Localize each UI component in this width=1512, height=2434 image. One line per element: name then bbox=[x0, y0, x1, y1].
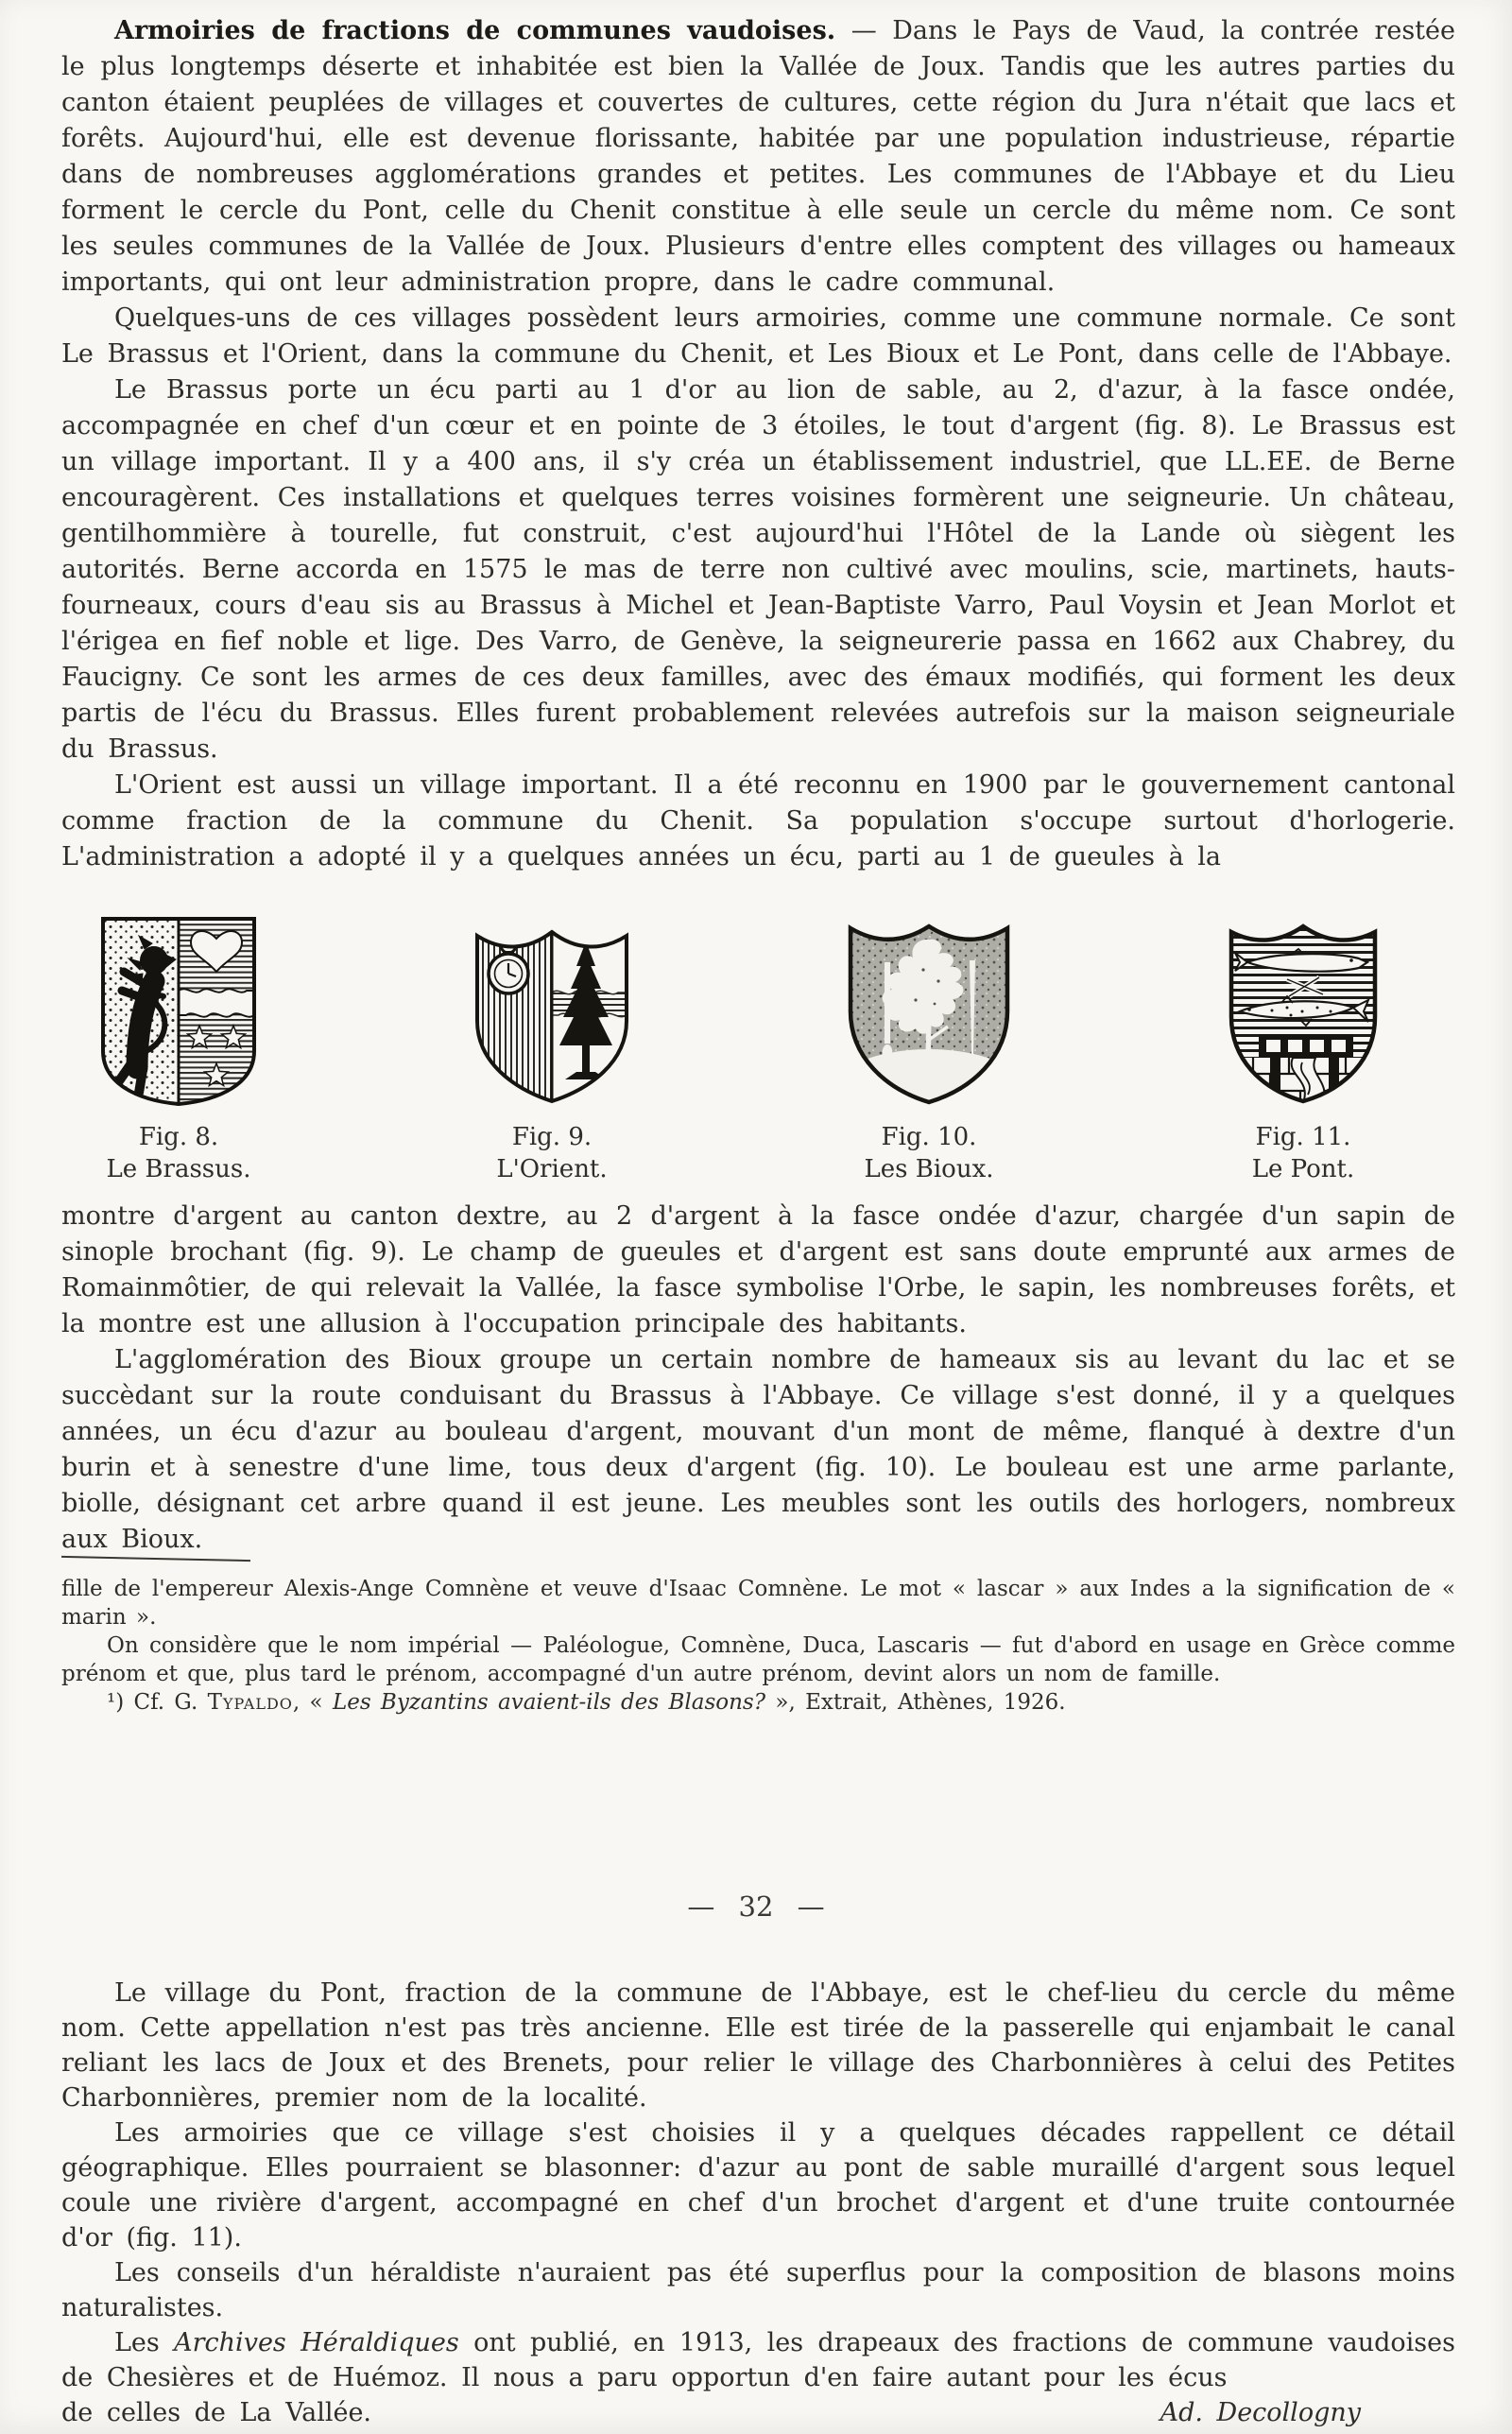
paragraph-orient: L'Orient est aussi un village important. Il a été reconnu en 1900 par le gouvernement cantonal comme fraction de la commune du Chenit. Sa population s'occupe surtout d'horlogerie. L'administration a adopté il y a quelques années un écu, parti au 1 de gueules à la bbox=[61, 770, 1455, 872]
author-signature: Ad. Decollogny bbox=[1160, 2398, 1361, 2427]
figure-caption-orient bbox=[496, 1121, 607, 1185]
footnote-author: Typaldo bbox=[207, 1690, 293, 1715]
footnote-citation-marker: ¹) Cf. G. bbox=[107, 1690, 208, 1715]
footnote-continuation: fille de l'empereur Alexis-Ange Comnène et veuve d'Isaac Comnène. Le mot « lascar » aux Indes a la signification de « marin ». bbox=[61, 1577, 1455, 1630]
figure-name: Le Pont. bbox=[1251, 1155, 1355, 1183]
paragraph-pont: Le village du Pont, fraction de la commune de l'Abbaye, est le chef-lieu du cercle du même nom. Cette appellation n'est pas très ancienne. Elle est tirée de la passerelle qui enjambait le canal reliant les lacs de Joux et des Brenets, pour relier le village des Charbonnières à celui des Petites Charbonnières, premier nom de la localité. bbox=[61, 1978, 1455, 2113]
archives-pre: Les bbox=[114, 2328, 175, 2357]
closing-line: de celles de La Vallée. bbox=[61, 2398, 372, 2427]
figure-name: Les Bioux. bbox=[864, 1155, 994, 1183]
paragraph-armoiries: Les armoiries que ce village s'est choisies il y a quelques décades rappellent ce détail géographique. Elles pourraient se blasonner: d'azur au pont de sable muraillé d'argent sous lequel coule une rivière d'argent, accompagné en chef d'un brochet d'argent et d'une truite contournée d'or (fig. 11). bbox=[61, 2118, 1455, 2253]
footnote-work-title: Les Byzantins avaient-ils des Blasons? bbox=[332, 1690, 776, 1715]
main-text-column bbox=[61, 13, 1455, 875]
paragraph-intro bbox=[61, 13, 1455, 301]
page-number: — 32 — bbox=[687, 1890, 825, 1923]
figure-caption-brassus bbox=[107, 1121, 251, 1185]
figures-row bbox=[61, 913, 1455, 1185]
footnote-citation-end: », Extrait, Athènes, 1926. bbox=[775, 1690, 1066, 1715]
figure-bioux bbox=[844, 913, 1014, 1185]
archives-journal-title: Archives Héraldiques bbox=[174, 2328, 459, 2357]
lower-text-column bbox=[61, 1976, 1455, 2430]
figure-caption-bioux bbox=[864, 1121, 993, 1185]
bioux-coat-of-arms-image bbox=[844, 913, 1014, 1108]
paragraph-archives bbox=[61, 2325, 1455, 2395]
paragraph-montre: montre d'argent au canton dextre, au 2 d'argent à la fasce ondée d'azur, chargée d'un sapin de sinople brochant (fig. 9). Le champ de gueules et d'argent est sans doute emprunté aux armes de Romainmôtier, de qui relevait la Vallée, la fasce symbolise l'Orbe, le sapin, les nombreuses forêts, et la montre est une allusion à l'occupation principale des habitants. bbox=[61, 1201, 1455, 1338]
brassus-coat-of-arms-image bbox=[97, 913, 260, 1108]
figure-label: Fig. 9. bbox=[511, 1123, 593, 1151]
paragraph-bioux: L'agglomération des Bioux groupe un certain nombre de hameaux sis au levant du lac et se succèdant sur la route conduisant du Brassus à l'Abbaye. Ce village s'est donné, il y a quelques années, un écu d'azur au bouleau d'argent, mouvant d'un mont de même, flanqué à dextre d'un burin et à senestre d'une lime, tous deux d'argent (fig. 10). Le bouleau est une arme parlante, biolle, désignant cet arbre quand il est jeune. Les meubles sont les outils des horlogers, nombreux aux Bioux. bbox=[61, 1345, 1455, 1554]
footnote-citation bbox=[61, 1688, 1455, 1717]
paragraph-conseils: Les conseils d'un héraldiste n'auraient pas été superflus pour la composition de blasons moins naturalistes. bbox=[61, 2258, 1455, 2322]
figure-label: Fig. 11. bbox=[1255, 1123, 1351, 1151]
figure-orient bbox=[471, 913, 633, 1185]
archives-post: ont publié, en 1913, les drapeaux des fractions de commune vaudoises de Chesières et de Huémoz. Il nous a paru opportun d'en faire autant pour les écus bbox=[61, 2328, 1455, 2392]
pont-coat-of-arms-image bbox=[1225, 913, 1382, 1108]
figure-pont bbox=[1225, 913, 1382, 1185]
orient-coat-of-arms-image bbox=[471, 913, 633, 1108]
paragraph-intro-text: — Dans le Pays de Vaud, la contrée restée le plus longtemps déserte et inhabitée est bien la Vallée de Joux. Tandis que les autres parties du canton étaient peuplées de villages et couvertes de cultures, cette région du Jura n'était que lacs et forêts. Aujourd'hui, elle est devenue florissante, habitée par une population industrieuse, répartie dans de nombreuses agglomérations grandes et petites. Les communes de l'Abbaye et du Lieu forment le cercle du Pont, celle du Chenit constitue à elle seule un cercle du même nom. Ce sont les seules communes de la Vallée de Joux. Plusieurs d'entre elles comptent des villages ou hameaux importants, qui ont leur administration propre, dans le cadre communal. bbox=[61, 16, 1455, 297]
footnote-citation-mid: , « bbox=[292, 1690, 333, 1715]
paragraph-brassus: Le Brassus porte un écu parti au 1 d'or au lion de sable, au 2, d'azur, à la fasce ondée, accompagnée en chef d'un cœur et en pointe de 3 étoiles, le tout d'argent (fig. 8). Le Brassus est un village important. Il y a 400 ans, il s'y créa un établissement industriel, que LL.EE. de Berne encouragèrent. Ces installations et quelques terres voisines formèrent une seigneurie. Un château, gentilhommière à tourelle, fut construit, c'est aujourd'hui l'Hôtel de la Lande où siègent les autorités. Berne accorda en 1575 le mas de terre non cultivé avec moulins, scie, martinets, hauts-fourneaux, cours d'eau sis au Brassus à Michel et Jean-Baptiste Varro, Paul Voysin et Jean Morlot et l'érigea en fief noble et lige. Des Varro, de Genève, la seigneurerie passa en 1662 aux Chabrey, du Faucigny. Ce sont les armes de ces deux familles, avec des émaux modifiés, qui forment les deux partis de l'écu du Brassus. Elles furent probablement relevées autrefois sur la maison seigneuriale du Brassus. bbox=[61, 375, 1455, 764]
footnote-imperial-name: On considère que le nom impérial — Paléologue, Comnène, Duca, Lascaris — fut d'abord en usage en Grèce comme prénom et que, plus tard le prénom, accompagné d'un autre prénom, devint alors un nom de famille. bbox=[61, 1633, 1455, 1686]
figure-name: Le Brassus. bbox=[106, 1155, 251, 1183]
article-title: Armoiries de fractions de communes vaudoises. bbox=[114, 16, 836, 45]
signature-row bbox=[61, 2395, 1455, 2430]
figure-label: Fig. 8. bbox=[138, 1123, 219, 1151]
paragraph-villages: Quelques-uns de ces villages possèdent leurs armoiries, comme une commune normale. Ce sont Le Brassus et l'Orient, dans la commune du Chenit, et Les Bioux et Le Pont, dans celle de l'Abbaye. bbox=[61, 303, 1455, 369]
figure-label: Fig. 10. bbox=[881, 1123, 977, 1151]
continuation-text-column bbox=[61, 1199, 1455, 1558]
figure-caption-pont bbox=[1252, 1121, 1354, 1185]
figure-name: L'Orient. bbox=[496, 1155, 608, 1183]
footnotes bbox=[61, 1575, 1455, 1717]
figure-brassus bbox=[97, 913, 260, 1185]
